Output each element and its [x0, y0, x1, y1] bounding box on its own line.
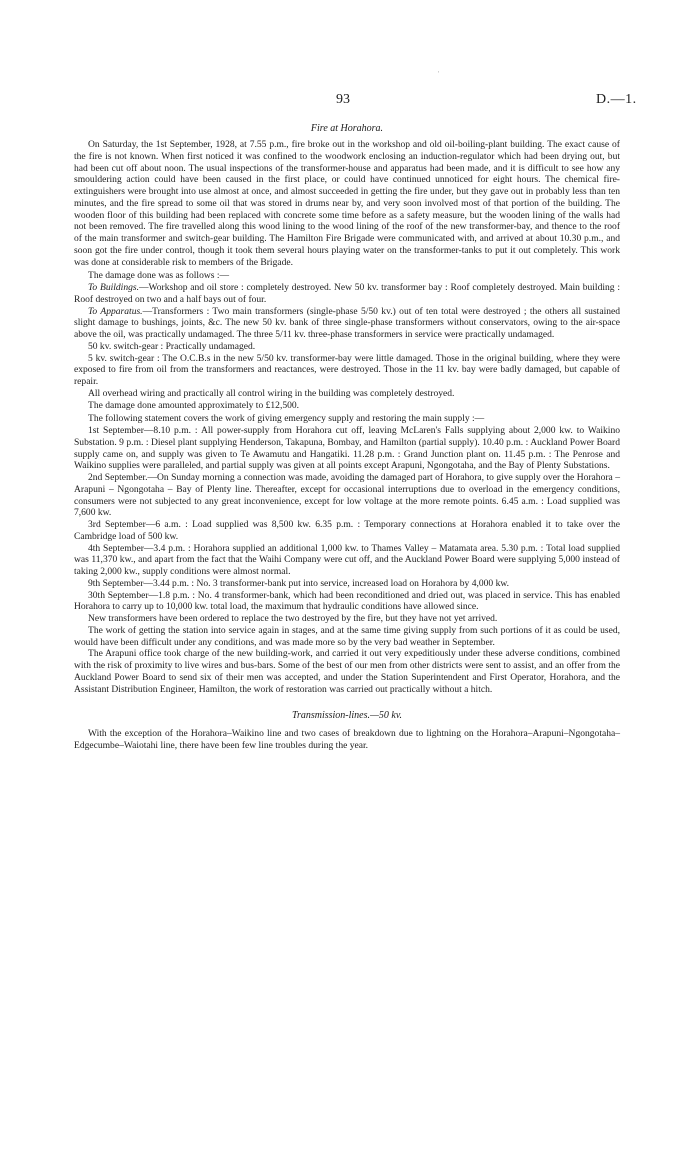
paragraph-damage-total: The damage done amounted approximately to £12,500. — [88, 399, 300, 411]
text-buildings: —Workshop and oil store : completely destroyed. New 50 kv. transformer bay : Roof completely destroyed. Main building : Roof destroyed on two and a half bays out of four. — [74, 282, 620, 305]
paragraph-statement-intro: The following statement covers the work of giving emergency supply and restoring the main supply :— — [88, 413, 485, 425]
section-title-transmission: Transmission-lines.—50 kv. — [291, 710, 403, 722]
paragraph-3rd-september: 3rd September—6 a.m. : Load supplied was 8,500 kw. 6.35 p.m. : Temporary connections at Horahora enabled it to take over the Cambridge load of 500 kw. — [74, 519, 620, 542]
paragraph-damage-intro: The damage done was as follows :— — [88, 270, 230, 282]
document-reference: D.—1. — [596, 92, 637, 107]
text-apparatus: —Transformers : Two main transformers (single-phase 5/50 kv.) out of ten total were destroyed ; the others all sustained slight damage to bushings, joints, &c. The new 50 kv. bank of three single-phase transformers without conservators, owing to the air-space above the oil, was practically undamaged. The three 5/11 kv. three-phase transformers in service were practically undamaged. — [74, 305, 621, 340]
paragraph-damage-apparatus — [74, 306, 620, 341]
paragraph-50kv-switchgear: 50 kv. switch-gear : Practically undamaged. — [88, 340, 256, 352]
paragraph-1st-september: 1st September—8.10 p.m. : All power-supply from Horahora cut off, leaving McLaren's Falls supplying about 2,000 kw. to Waikino Substation. 9 p.m. : Diesel plant supplying Henderson, Takapuna, Bombay, and Hamilton (partial supply). 10.40 p.m. : Auckland Power Board supply came on, and supply was given to Te Awamutu and Hangatiki. 11.28 p.m. : Grand Junction plant on. 11.45 p.m. : The Penrose and Waikino supplies were paralleled, and partial supply was given at all points except Arapuni, Ngongotaha, and the Bay of Plenty Substations. — [74, 425, 620, 472]
page-number: 93 — [336, 92, 350, 107]
paragraph-damage-buildings — [74, 282, 620, 306]
section-title-fire: Fire at Horahora. — [310, 123, 384, 134]
paragraph-9th-september: 9th September—3.44 p.m. : No. 3 transformer-bank put into service, increased load on Horahora by 4,000 kw. — [88, 577, 510, 589]
paragraph-4th-september: 4th September—3.4 p.m. : Horahora supplied an additional 1,000 kw. to Thames Valley – Matamata area. 5.30 p.m. : Total load supplied was 11,370 kw., and apart from the fact that the Waihi Company were cut off, and the Auckland Power Board were supplying 5,000 instead of taking 2,000 kw., supply conditions were almost normal. — [74, 542, 620, 577]
paragraph-5kv-switchgear: 5 kv. switch-gear : The O.C.B.s in the new 5/50 kv. transformer-bay were little damaged. Those in the original building, where they were exposed to fire from oil from the transformers and reactances, were destroyed. Those in the 11 kv. bay were badly damaged, but capable of repair. — [74, 352, 620, 387]
label-apparatus: To Apparatus. — [88, 305, 143, 317]
paragraph-30th-september: 30th September—1.8 p.m. : No. 4 transformer-bank, which had been reconditioned and dried out, was placed in service. This has enabled Horahora to carry up to 10,000 kw. total load, the maximum that hydraulic conditions have allowed since. — [74, 589, 620, 613]
paragraph-restoration-work: The work of getting the station into service again in stages, and at the same time giving supply from such portions of it as could be used, would have been difficult under any conditions, and was made more so by the very bad weather in September. — [74, 624, 620, 648]
paragraph-transmission-lines: With the exception of the Horahora–Waikino line and two cases of breakdown due to lightning on the Horahora–Arapuni–Ngongotaha–Edgecumbe–Waiotahi line, there have been few line troubles during the year. — [74, 728, 620, 751]
paragraph-2nd-september: 2nd September.—On Sunday morning a connection was made, avoiding the damaged part of Horahora, to give supply over the Horahora – Arapuni – Ngongotaha – Bay of Plenty line. Thereafter, except for occasional interruptions due to overload in the emergency conditions, consumers were not subjected to any great inconvenience, except for low voltage at the more remote points. 6.45 a.m. : Load supplied was 7,600 kw. — [74, 472, 620, 519]
paragraph-wiring: All overhead wiring and practically all control wiring in the building was completely destroyed. — [88, 387, 455, 399]
paragraph-new-transformers: New transformers have been ordered to replace the two destroyed by the fire, but they have not yet arrived. — [88, 613, 498, 624]
paragraph-fire-account: On Saturday, the 1st September, 1928, at 7.55 p.m., fire broke out in the workshop and old oil-boiling-plant building. The exact cause of the fire is not known. When first noticed it was confined to the woodwork enclosing an induction-regulator which had been drying out, but had been cut off about noon. The usual inspections of the transformer-house and apparatus had been made, and it is difficult to see how any smouldering action could have been caused in the first place, or could have continued unnoticed for eight hours. The chemical fire-extinguishers were brought into use almost at once, and almost succeeded in getting the fire under, but they gave out in probably less than ten minutes, and the fire spread to some oil that was stored in drums near by, and very soon involved most of that portion of the building. The wooden floor of this building had been replaced with concrete some time before as a safety measure, but the wooden lining of the walls had not been removed. The fire travelled along this wood lining to the wood lining of the roof of the new transformer-bay, and thence to the roof of the main transformer and switch-gear building. The Hamilton Fire Brigade were communicated with, and arrived at about 10.30 p.m., and soon got the fire under control, though it took them several hours playing water on the transformer-tanks to put it out completely. This work was done at considerable risk to members of the Brigade. — [74, 139, 620, 268]
margin-tick: ˈ — [437, 70, 440, 79]
paragraph-arapuni-office: The Arapuni office took charge of the new building-work, and carried it out very expeditiously under these adverse conditions, combined with the risk of proximity to live wires and bus-bars. Some of the best of our men from other districts were sent to assist, and an offer from the Auckland Power Board to send six of their men was accepted, and under the Station Superintendent and First Operator, Horahora, and the Assistant Distribution Engineer, Hamilton, the work of restoration was carried out practically without a hitch. — [74, 648, 620, 695]
body-text — [74, 122, 620, 752]
label-buildings: To Buildings. — [88, 282, 139, 293]
